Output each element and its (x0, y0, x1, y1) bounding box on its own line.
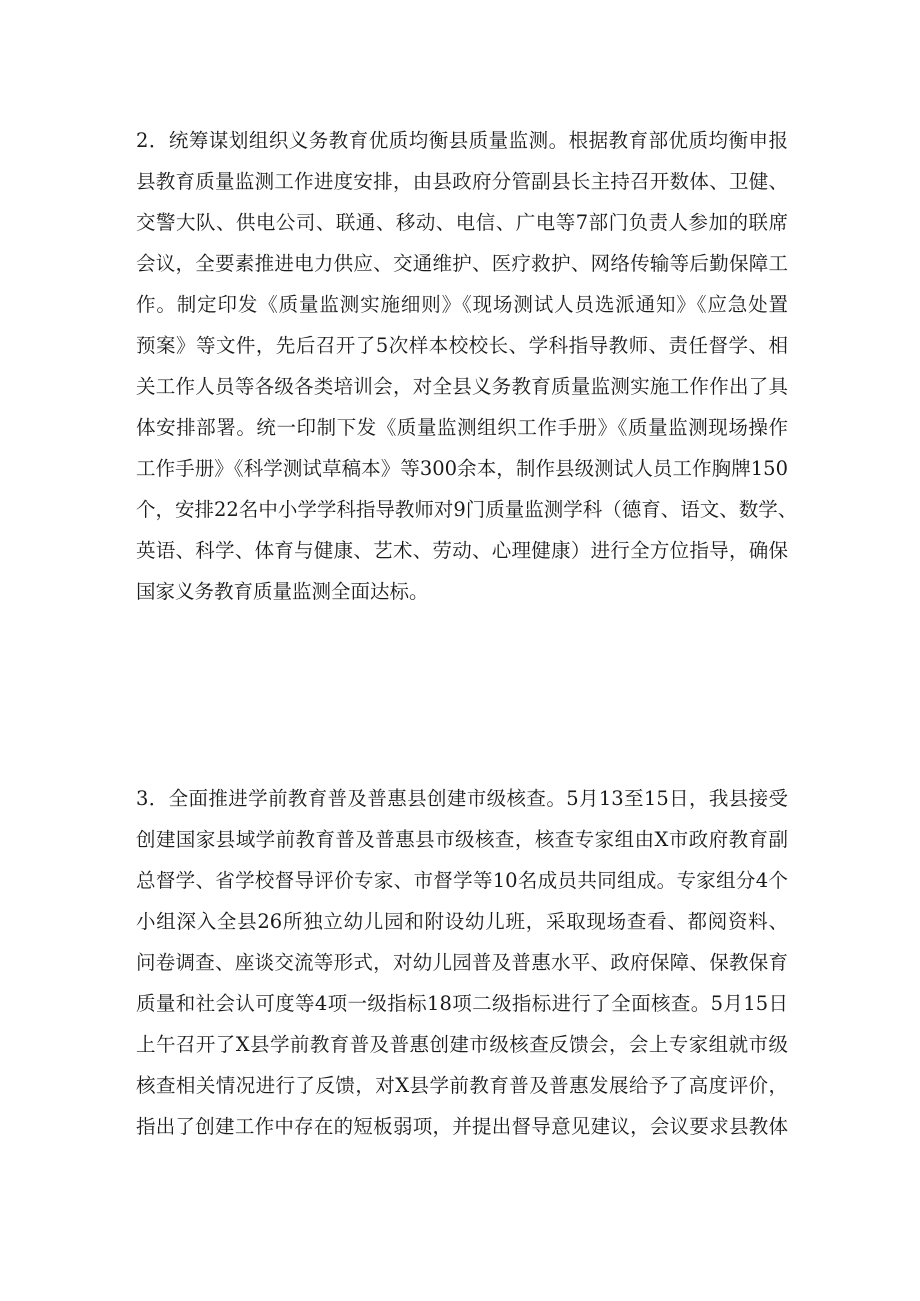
text-line: 县教育质量监测工作进度安排，由县政府分管副县长主持召开数体、卫健、 (136, 170, 788, 193)
text-line: 英语、科学、体育与健康、艺术、劳动、心理健康）进行全方位指导，确保 (136, 539, 788, 562)
text-line: 体安排部署。统一印制下发《质量监测组织工作手册》《质量监测现场操作 (136, 416, 788, 439)
text-line: 交警大队、供电公司、联通、移动、电信、广电等7部门负责人参加的联席 (136, 211, 788, 234)
text-line: 作。制定印发《质量监测实施细则》《现场测试人员选派通知》《应急处置 (136, 293, 788, 316)
paragraph-preschool-inspection (136, 778, 788, 1147)
text-line: 国家义务教育质量监测全面达标。 (136, 580, 429, 603)
text-line: 小组深入全县26所独立幼儿园和附设幼儿班，采取现场查看、都阅资料、 (136, 910, 788, 933)
paragraph-quality-monitoring (136, 120, 798, 612)
text-line: 总督学、省学校督导评价专家、市督学等10名成员共同组成。专家组分4个 (136, 869, 788, 892)
text-line: 指出了创建工作中存在的短板弱项，并提出督导意见建议，会议要求县教体 (136, 1115, 788, 1138)
text-line: 2．统筹谋划组织义务教育优质均衡县质量监测。根据教育部优质均衡申报 (136, 129, 788, 152)
text-line: 上午召开了X县学前教育普及普惠创建市级核查反馈会，会上专家组就市级 (136, 1033, 788, 1056)
text-line: 3．全面推进学前教育普及普惠县创建市级核查。5月13至15日，我县接受 (136, 787, 788, 810)
text-line: 问卷调查、座谈交流等形式，对幼儿园普及普惠水平、政府保障、保教保育 (136, 951, 788, 974)
text-line: 创建国家县域学前教育普及普惠县市级核查，核查专家组由X市政府教育副 (136, 828, 788, 851)
text-line: 会议，全要素推进电力供应、交通维护、医疗救护、网络传输等后勤保障工 (136, 252, 788, 275)
text-line: 个，安排22名中小学学科指导教师对9门质量监测学科（德育、语文、数学、 (136, 498, 798, 521)
text-line: 核查相关情况进行了反馈，对X县学前教育普及普惠发展给予了高度评价， (136, 1074, 788, 1097)
text-line: 质量和社会认可度等4项一级指标18项二级指标进行了全面核查。5月15日 (136, 992, 788, 1015)
text-line: 工作手册》《科学测试草稿本》等300余本，制作县级测试人员工作胸牌150 (136, 457, 788, 480)
text-line: 关工作人员等各级各类培训会，对全县义务教育质量监测实施工作作出了具 (136, 375, 788, 398)
text-line: 预案》等文件，先后召开了5次样本校校长、学科指导教师、责任督学、相 (136, 334, 788, 357)
